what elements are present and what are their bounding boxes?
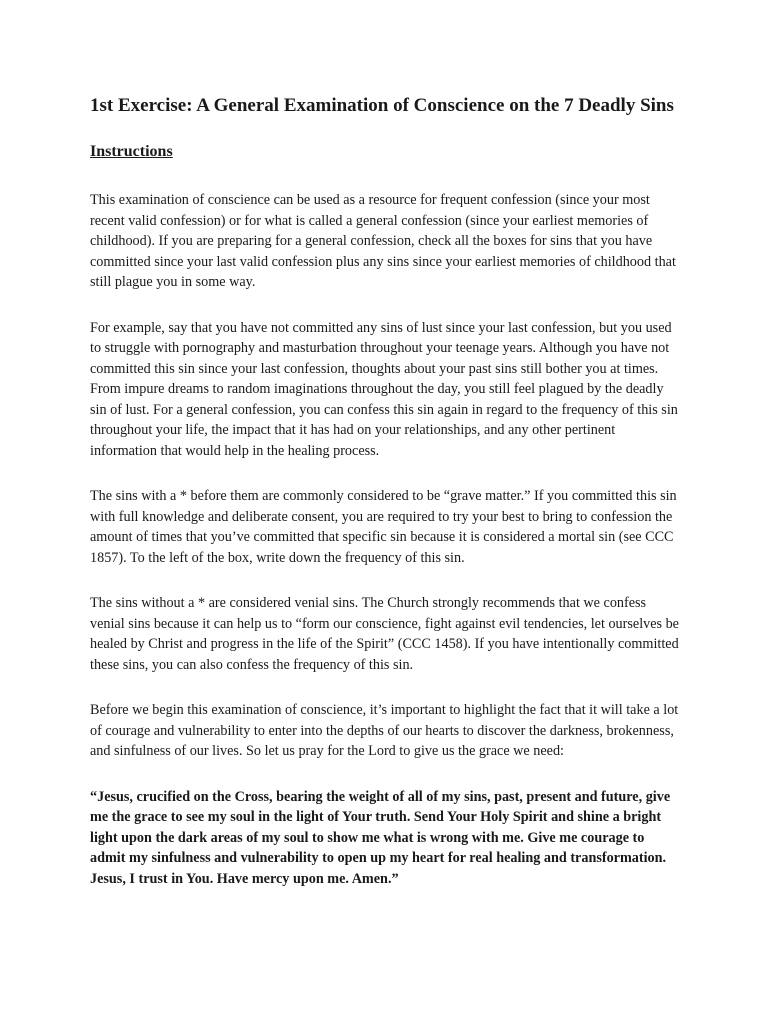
paragraph-venial-sins: The sins without a * are considered venial sins. The Church strongly recommends that we confess venial sins because it can help us to “form our conscience, fight against evil tendencies, let ourselves be healed by Christ and progress in the life of the Spirit” (CCC 1458). If you have intentionally committed these sins, you can also confess the frequency of this sin. [90,595,679,673]
prayer-text: “Jesus, crucified on the Cross, bearing the weight of all of my sins, past, present and future, give me the grace to see my soul in the light of Your truth. Send Your Holy Spirit and shine a bright light upon the dark areas of my soul to show me what is wrong with me. Give me courage to admit my sinfulness and vulnerability to open up my heart for real healing and transformation. Jesus, I trust in You. Have mercy upon me. Amen.” [90,788,671,887]
paragraph-before-begin: Before we begin this examination of conscience, it’s important to highlight the fact that it will take a lot of courage and vulnerability to enter into the depths of our hearts to discover the darkness, brokenness, and sinfulness of our lives. So let us pray for the Lord to give us the grace we need: [90,702,679,759]
document-title: 1st Exercise: A General Examination of Conscience on the 7 Deadly Sins [90,95,674,116]
document-page [90,92,680,889]
paragraph-example: For example, say that you have not committed any sins of lust since your last confession, but you used to struggle with pornography and masturbation throughout your teenage years. Although you have not committed this sin since your last confession, thoughts about your past sins still bother you at times. From impure dreams to random imaginations throughout the day, you still feel plagued by the deadly sin of lust. For a general confession, you can confess this sin again in regard to the frequency of this sin throughout your life, the impact that it has had on your relationships, and any other pertinent information that would help in the healing process. [90,319,678,459]
paragraph-intro: This examination of conscience can be used as a resource for frequent confession (since your most recent valid confession) or for what is called a general confession (since your earliest memories of childhood). If you are preparing for a general confession, check all the boxes for sins that you have committed since your last valid confession plus any sins since your earliest memories of childhood that still plague you in some way. [90,192,676,290]
paragraph-grave-matter: The sins with a * before them are commonly considered to be “grave matter.” If you committed this sin with full knowledge and deliberate consent, you are required to try your best to bring to confession the amount of times that you’ve committed that specific sin because it is considered a mortal sin (see CCC 1857). To the left of the box, write down the frequency of this sin. [90,488,677,566]
section-heading-instructions: Instructions [90,143,173,160]
